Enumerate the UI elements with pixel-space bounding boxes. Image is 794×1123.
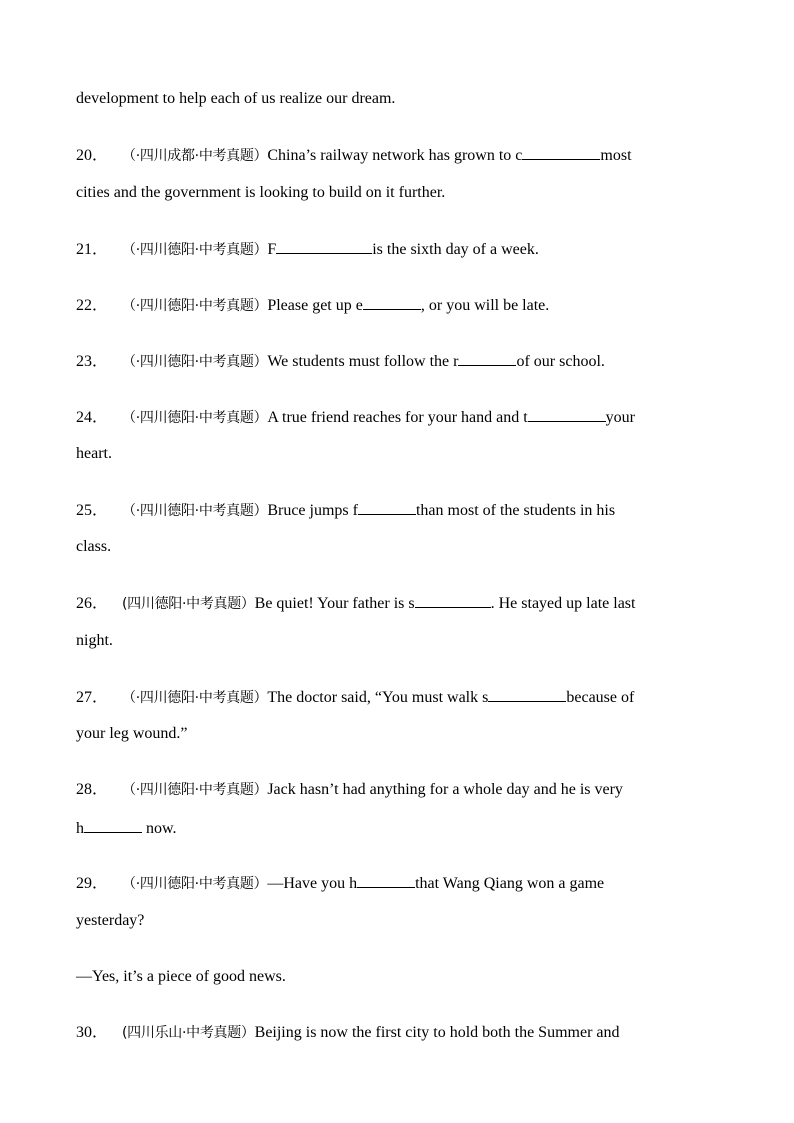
question-text: Please get up e <box>267 297 363 314</box>
question-text: —Have you h <box>267 875 358 892</box>
question-text: Beijing is now the first city to hold both the Summer and <box>254 1024 620 1041</box>
answer-blank[interactable] <box>358 500 416 515</box>
question-number: 29． <box>76 875 109 892</box>
question-text: Bruce jumps f <box>267 502 358 519</box>
question-source: （·四川德阳·中考真题） <box>122 782 268 798</box>
answer-blank[interactable] <box>415 593 491 608</box>
question-text-continued: night. <box>76 632 113 649</box>
question-text-after: of our school. <box>516 353 605 370</box>
question-27 <box>76 687 736 708</box>
question-27-continued <box>76 724 736 744</box>
question-source: （·四川德阳·中考真题） <box>122 242 268 258</box>
question-number: 24． <box>76 409 109 426</box>
question-22 <box>76 295 736 316</box>
question-28 <box>76 780 736 800</box>
question-source: （·四川德阳·中考真题） <box>122 876 268 892</box>
question-text-continued: your leg wound.” <box>76 725 188 742</box>
answer-blank[interactable] <box>276 239 372 254</box>
question-number: 27． <box>76 689 109 706</box>
question-20 <box>76 145 736 166</box>
question-number: 30． <box>76 1024 109 1041</box>
question-text-continued: cities and the government is looking to build on it further. <box>76 184 446 201</box>
question-number: 23． <box>76 353 109 370</box>
question-21 <box>76 239 736 260</box>
question-text-continued: h <box>76 820 84 837</box>
answer-blank[interactable] <box>488 687 566 702</box>
question-text-after: because of <box>566 689 635 706</box>
question-text: Be quiet! Your father is s <box>254 595 415 612</box>
question-text-after: most <box>600 147 632 164</box>
answer-blank[interactable] <box>528 407 606 422</box>
question-text: We students must follow the r <box>267 353 459 370</box>
question-text-continued: class. <box>76 538 112 555</box>
question-25 <box>76 500 736 521</box>
question-28-continued <box>76 818 736 839</box>
question-source: （·四川德阳·中考真题） <box>122 503 268 519</box>
question-source: (四川乐山·中考真题） <box>122 1025 255 1041</box>
intro-text: development to help each of us realize our dream. <box>76 90 396 107</box>
question-source: （·四川成都·中考真题） <box>122 148 268 164</box>
question-number: 26． <box>76 595 109 612</box>
question-29 <box>76 873 736 894</box>
question-24-continued <box>76 444 736 464</box>
question-text-after: is the sixth day of a week. <box>372 241 539 258</box>
answer-blank[interactable] <box>522 145 600 160</box>
question-source: （·四川德阳·中考真题） <box>122 410 268 426</box>
question-26-continued <box>76 631 736 651</box>
answer-blank[interactable] <box>363 295 421 310</box>
question-text-after: that Wang Qiang won a game <box>415 875 605 892</box>
question-number: 28． <box>76 781 109 798</box>
question-number: 25． <box>76 502 109 519</box>
question-29-reply <box>76 967 736 987</box>
question-25-continued <box>76 537 736 557</box>
question-text: Jack hasn’t had anything for a whole day and he is very <box>267 781 623 798</box>
question-26 <box>76 593 736 614</box>
question-text-after: now. <box>142 820 177 837</box>
question-20-continued <box>76 183 736 203</box>
question-text-after: than most of the students in his <box>415 502 616 519</box>
question-30 <box>76 1023 736 1043</box>
question-29-continued <box>76 911 736 931</box>
question-source: （·四川德阳·中考真题） <box>122 690 268 706</box>
question-text-continued: heart. <box>76 445 112 462</box>
intro-line <box>76 89 736 109</box>
answer-blank[interactable] <box>458 351 516 366</box>
question-23 <box>76 351 736 372</box>
question-source: （·四川德阳·中考真题） <box>122 354 268 370</box>
question-source: （·四川德阳·中考真题） <box>122 298 268 314</box>
question-number: 22． <box>76 297 109 314</box>
dialogue-reply: —Yes, it’s a piece of good news. <box>76 968 286 985</box>
answer-blank[interactable] <box>84 818 142 833</box>
question-text-continued: yesterday? <box>76 912 145 929</box>
question-text: A true friend reaches for your hand and t <box>267 409 528 426</box>
question-text-after: . He stayed up late last <box>490 595 636 612</box>
question-text: The doctor said, “You must walk s <box>267 689 489 706</box>
answer-blank[interactable] <box>357 873 415 888</box>
question-source: (四川德阳·中考真题） <box>122 596 255 612</box>
question-text: F <box>267 241 277 258</box>
question-24 <box>76 407 736 428</box>
question-text-after: , or you will be late. <box>420 297 550 314</box>
question-text-after: your <box>605 409 635 426</box>
question-number: 20． <box>76 147 109 164</box>
question-number: 21． <box>76 241 109 258</box>
question-text: China’s railway network has grown to c <box>267 147 523 164</box>
